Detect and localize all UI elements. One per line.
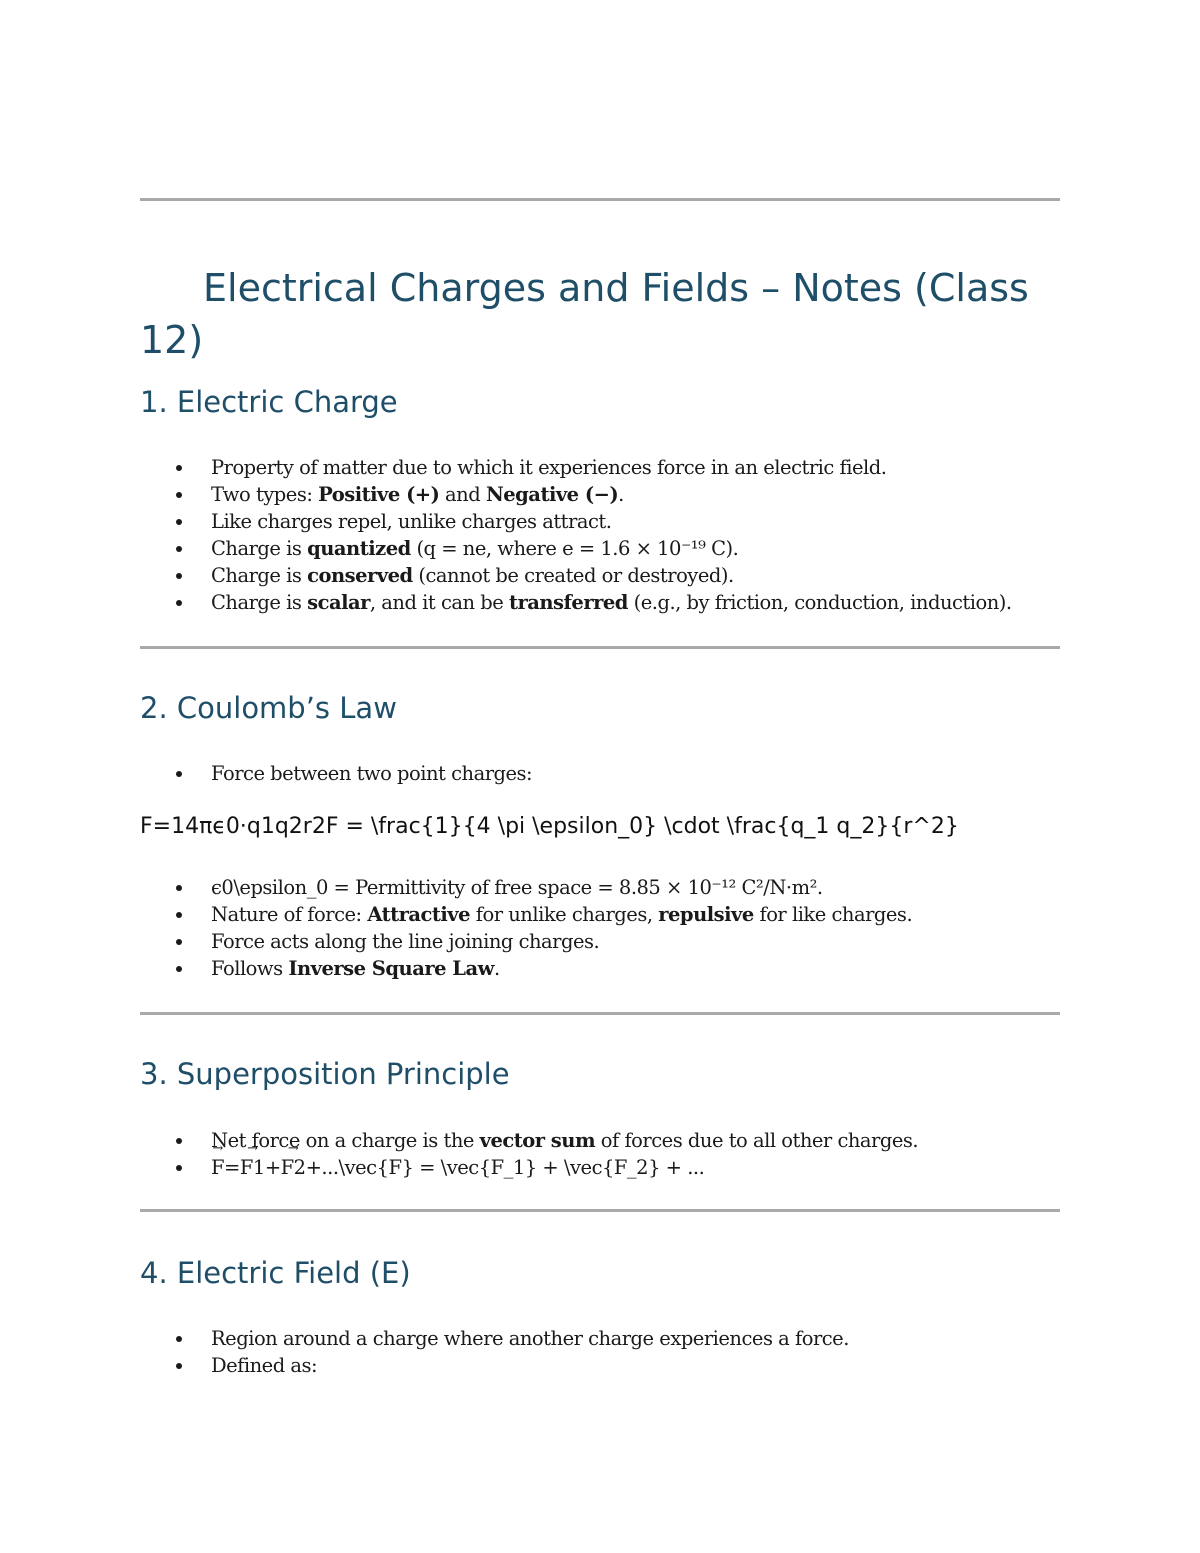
- list-item: Charge is quantized (q = ne, where e = 1.6 × 10⁻¹⁹ C).: [176, 535, 1012, 562]
- list-item: Like charges repel, unlike charges attract.: [176, 508, 1012, 535]
- list-item: Follows Inverse Square Law.: [176, 955, 912, 982]
- list-item: Property of matter due to which it experiences force in an electric field.: [176, 454, 1012, 481]
- horizontal-rule: [140, 1012, 1060, 1015]
- section-heading-electric-charge: 1. Electric Charge: [140, 385, 398, 419]
- list-item: Charge is conserved (cannot be created or destroyed).: [176, 562, 1012, 589]
- list-item: Net force on a charge is the vector sum of forces due to all other charges.: [176, 1127, 918, 1154]
- coulombs-law-intro-list: [176, 760, 532, 787]
- superposition-list: [176, 1127, 918, 1181]
- horizontal-rule: [140, 198, 1060, 201]
- list-item: Two types: Positive (+) and Negative (−).: [176, 481, 1012, 508]
- section-heading-coulombs-law: 2. Coulomb’s Law: [140, 691, 397, 725]
- list-item: Nature of force: Attractive for unlike charges, repulsive for like charges.: [176, 901, 912, 928]
- list-item: ϵ0\epsilon_0 = Permittivity of free space = 8.85 × 10⁻¹² C²/N·m².: [176, 874, 912, 901]
- horizontal-rule: [140, 1209, 1060, 1212]
- list-item: Defined as:: [176, 1352, 849, 1379]
- list-item: F →=F1 →+F2 →+...\vec{F} = \vec{F_1} + \vec{F_2} + ...: [176, 1154, 918, 1181]
- list-item: Charge is scalar, and it can be transferred (e.g., by friction, conduction, induction).: [176, 589, 1012, 616]
- vector-f: F →: [211, 1154, 224, 1181]
- list-item: Region around a charge where another charge experiences a force.: [176, 1325, 849, 1352]
- vector-f1: F1 →: [240, 1154, 265, 1181]
- section-heading-superposition: 3. Superposition Principle: [140, 1057, 510, 1091]
- horizontal-rule: [140, 646, 1060, 649]
- coulomb-formula: F=14πϵ0⋅q1q2r2F = \frac{1}{4 \pi \epsilon_0} \cdot \frac{q_1 q_2}{r^2}: [140, 814, 959, 839]
- electric-field-list: [176, 1325, 849, 1379]
- list-item: Force acts along the line joining charges.: [176, 928, 912, 955]
- electric-charge-list: [176, 454, 1012, 616]
- list-item: Force between two point charges:: [176, 760, 532, 787]
- page-title: Electrical Charges and Fields – Notes (Class 12): [140, 266, 1029, 362]
- vector-f2: F2 →: [281, 1154, 306, 1181]
- section-heading-electric-field: 4. Electric Field (E): [140, 1256, 411, 1290]
- coulombs-law-list: [176, 874, 912, 982]
